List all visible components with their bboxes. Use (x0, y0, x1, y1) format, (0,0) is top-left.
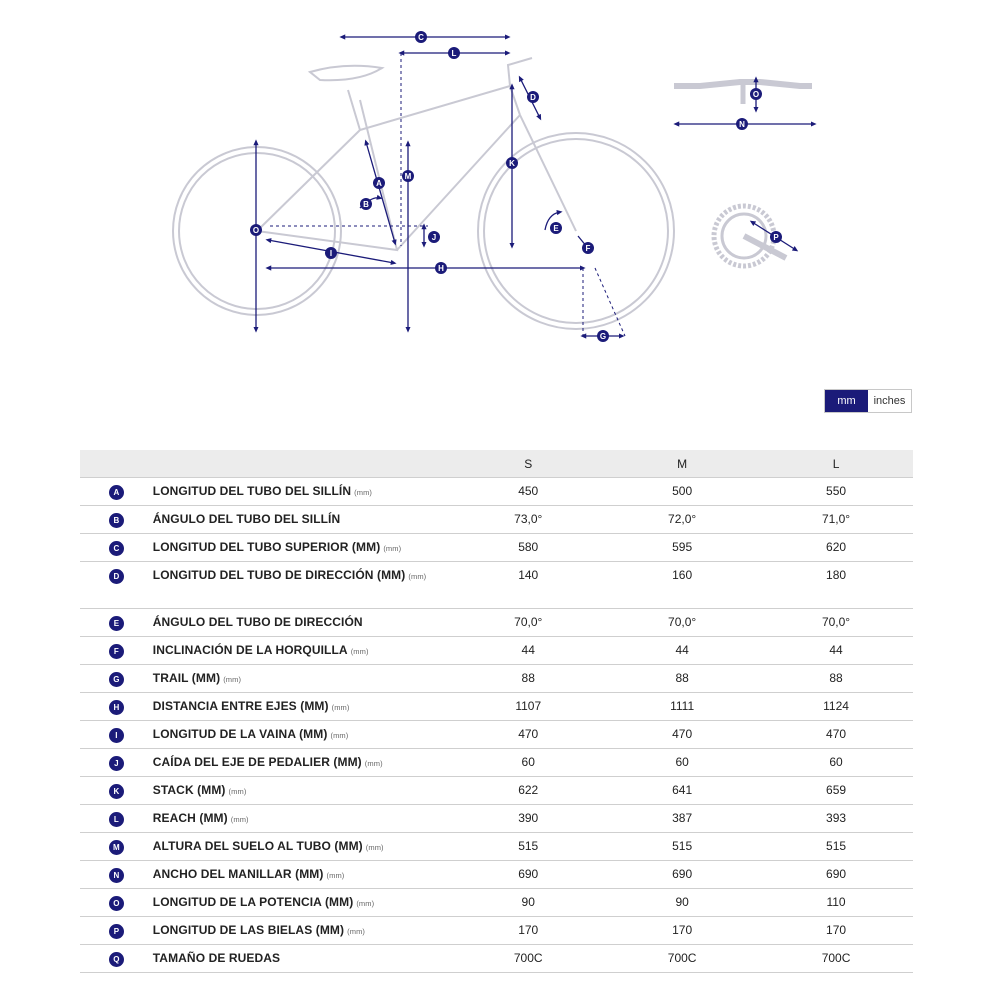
row-value-s: 170 (518, 923, 539, 937)
row-value-s: 73,0° (514, 512, 543, 526)
row-value-m: 60 (675, 755, 689, 769)
svg-text:C: C (418, 33, 424, 42)
badge-h (435, 262, 447, 274)
row-value-m: 641 (672, 783, 693, 797)
row-value-m: 515 (672, 839, 693, 853)
row-label: LONGITUD DE LA POTENCIA (MM) (152, 895, 354, 909)
row-unit: (mm) (228, 787, 247, 796)
row-value-s: 90 (521, 895, 535, 909)
row-value-m: 470 (672, 727, 693, 741)
row-value-s: 44 (521, 643, 535, 657)
svg-text:P: P (773, 233, 779, 242)
row-value-l: 550 (826, 484, 847, 498)
row-value-s: 450 (518, 484, 539, 498)
svg-text:O: O (252, 226, 260, 235)
badge-p (770, 231, 782, 243)
row-value-s: 690 (518, 867, 539, 881)
svg-text:I: I (329, 249, 333, 258)
row-value-s: 515 (518, 839, 539, 853)
row-letter-badge: F (109, 644, 124, 659)
svg-text:O: O (752, 90, 760, 99)
row-value-m: 90 (675, 895, 689, 909)
dimension-lines (256, 37, 622, 336)
badge-b (360, 198, 372, 210)
row-letter-badge: L (109, 812, 124, 827)
badge-i (325, 247, 337, 259)
row-value-m: 70,0° (668, 615, 697, 629)
svg-text:N: N (739, 120, 745, 129)
row-unit: (mm) (230, 815, 249, 824)
row-label: REACH (MM) (152, 811, 228, 825)
row-value-l: 470 (826, 727, 847, 741)
row-value-l: 620 (826, 540, 847, 554)
row-value-l: 60 (829, 755, 843, 769)
row-value-l: 170 (826, 923, 847, 937)
row-letter-badge: D (109, 569, 124, 584)
row-label: ALTURA DEL SUELO AL TUBO (MM) (152, 839, 363, 853)
row-unit: (mm) (356, 899, 375, 908)
row-value-s: 580 (518, 540, 539, 554)
row-unit: (mm) (223, 675, 242, 684)
crankset-diagram (714, 206, 796, 266)
row-unit: (mm) (326, 871, 345, 880)
badge-m (402, 170, 414, 182)
bike-frame (173, 58, 674, 329)
column-header-s: S (524, 456, 533, 471)
row-value-m: 595 (672, 540, 693, 554)
row-label: TRAIL (MM) (152, 671, 221, 685)
row-label: CAÍDA DEL EJE DE PEDALIER (MM) (152, 755, 362, 769)
svg-text:H: H (438, 264, 444, 273)
row-letter-badge: J (109, 756, 124, 771)
row-value-s: 470 (518, 727, 539, 741)
row-value-m: 1111 (670, 699, 695, 713)
row-label: ÁNGULO DEL TUBO DE DIRECCIÓN (152, 615, 363, 629)
row-value-l: 515 (826, 839, 847, 853)
svg-text:A: A (376, 179, 382, 188)
row-value-m: 700C (667, 951, 697, 965)
row-label: TAMAÑO DE RUEDAS (152, 951, 281, 965)
row-letter-badge: P (109, 924, 124, 939)
row-label: ÁNGULO DEL TUBO DEL SILLÍN (152, 512, 341, 526)
row-unit: (mm) (383, 544, 402, 553)
badge-f (582, 242, 594, 254)
svg-text:E: E (553, 224, 559, 233)
row-unit: (mm) (364, 759, 383, 768)
row-value-m: 72,0° (668, 512, 697, 526)
table-body (80, 478, 913, 973)
row-value-s: 622 (518, 783, 539, 797)
row-letter-badge: C (109, 541, 124, 556)
badge-o-wheel (250, 224, 262, 236)
row-value-m: 88 (675, 671, 689, 685)
row-value-m: 690 (672, 867, 693, 881)
row-value-l: 110 (826, 895, 846, 909)
row-unit: (mm) (354, 488, 373, 497)
row-letter-badge: E (109, 616, 124, 631)
row-value-m: 170 (672, 923, 693, 937)
badge-d (527, 91, 539, 103)
row-value-s: 88 (521, 671, 535, 685)
row-value-l: 88 (829, 671, 843, 685)
row-letter-badge: K (109, 784, 124, 799)
row-letter-badge: B (109, 513, 124, 528)
badge-n (736, 118, 748, 130)
row-label: DISTANCIA ENTRE EJES (MM) (152, 699, 329, 713)
row-letter-badge: A (109, 485, 124, 500)
row-letter-badge: Q (109, 952, 124, 967)
unit-mm-button[interactable]: mm (825, 390, 868, 412)
row-value-l: 690 (826, 867, 847, 881)
row-value-l: 44 (829, 643, 843, 657)
svg-text:D: D (530, 93, 536, 102)
table-row (80, 562, 913, 609)
badge-o-stem (750, 88, 762, 100)
column-header-l: L (832, 456, 840, 471)
badge-l (448, 47, 460, 59)
row-value-m: 387 (672, 811, 693, 825)
row-label: STACK (MM) (152, 783, 226, 797)
table-row (80, 945, 913, 973)
row-value-s: 60 (521, 755, 535, 769)
svg-text:G: G (599, 332, 607, 341)
unit-inches-button[interactable]: inches (868, 390, 911, 412)
svg-text:M: M (404, 172, 412, 181)
badge-k (506, 157, 518, 169)
row-value-m: 500 (672, 484, 693, 498)
row-value-l: 659 (826, 783, 847, 797)
row-letter-badge: H (109, 700, 124, 715)
unit-toggle[interactable] (824, 389, 912, 413)
row-value-l: 180 (826, 568, 847, 582)
row-letter-badge: I (109, 728, 124, 743)
row-unit: (mm) (365, 843, 384, 852)
row-unit: (mm) (347, 927, 366, 936)
row-value-m: 160 (672, 568, 693, 582)
svg-text:B: B (363, 200, 369, 209)
row-value-l: 71,0° (821, 512, 851, 526)
row-letter-badge: G (109, 672, 124, 687)
row-label: ANCHO DEL MANILLAR (MM) (152, 867, 324, 881)
svg-text:K: K (509, 159, 515, 168)
row-value-l: 70,0° (821, 615, 851, 629)
row-value-s: 700C (513, 951, 543, 965)
badge-g (597, 330, 609, 342)
badge-a (373, 177, 385, 189)
column-header-m: M (677, 456, 688, 471)
row-label: LONGITUD DE LAS BIELAS (MM) (152, 923, 345, 937)
row-value-s: 140 (518, 568, 539, 582)
row-letter-badge: M (109, 840, 124, 855)
dimension-badges (250, 31, 782, 342)
row-label: LONGITUD DE LA VAINA (MM) (152, 727, 328, 741)
row-letter-badge: N (109, 868, 124, 883)
row-unit: (mm) (350, 647, 369, 656)
bike-geometry-diagram (0, 0, 1000, 400)
svg-text:J: J (431, 233, 437, 242)
row-value-m: 44 (675, 643, 689, 657)
svg-text:F: F (585, 244, 591, 253)
row-value-l: 1124 (823, 699, 849, 713)
badge-c (415, 31, 427, 43)
row-value-s: 70,0° (514, 615, 543, 629)
handlebar-diagram (674, 79, 814, 124)
svg-text:L: L (451, 49, 457, 58)
geometry-table (80, 450, 913, 973)
row-letter-badge: O (109, 896, 124, 911)
row-label: LONGITUD DEL TUBO SUPERIOR (MM) (152, 540, 381, 554)
badge-j (428, 231, 440, 243)
row-value-s: 390 (518, 811, 539, 825)
row-unit: (mm) (331, 703, 350, 712)
row-label: LONGITUD DEL TUBO DEL SILLÍN (152, 484, 352, 498)
row-value-s: 1107 (515, 699, 542, 713)
row-value-l: 700C (821, 951, 851, 965)
row-unit: (mm) (408, 572, 427, 581)
row-value-l: 393 (826, 811, 847, 825)
row-label: INCLINACIÓN DE LA HORQUILLA (152, 643, 348, 657)
row-label: LONGITUD DEL TUBO DE DIRECCIÓN (MM) (152, 568, 406, 582)
row-unit: (mm) (330, 731, 349, 740)
badge-e (550, 222, 562, 234)
